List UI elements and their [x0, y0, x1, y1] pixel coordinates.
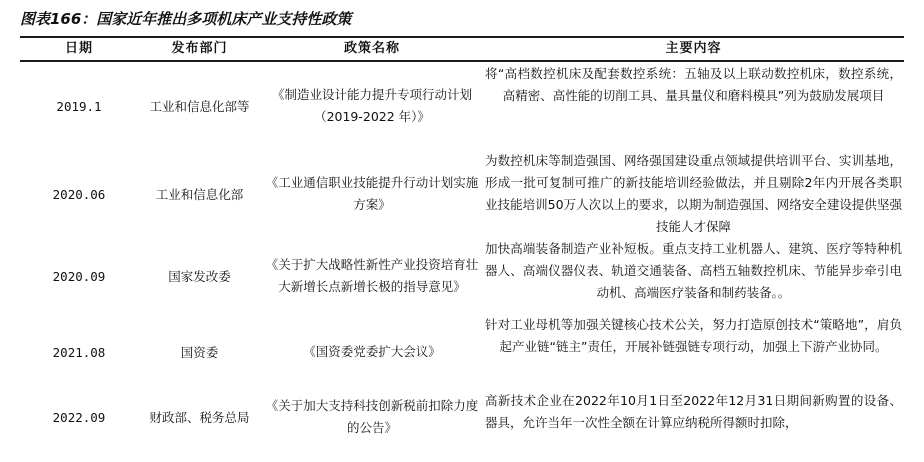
- table-row: [20, 314, 904, 390]
- cell-date: 2022.09: [52, 409, 106, 425]
- cell-content: 将“高档数控机床及配套数控系统：五轴及以上联动数控机床，数控系统，高精密、高性能的切削工具、量具量仪和磨料模具”列为鼓励发展项目: [485, 66, 902, 103]
- cell-dept: 国家发改委: [168, 269, 231, 284]
- cell-policy: 《制造业设计能力提升专项行动计划（2019-2022 年）》: [271, 87, 472, 124]
- cell-policy: 《工业通信职业技能提升行动计划实施方案》: [265, 175, 479, 212]
- table-row: [20, 238, 904, 314]
- header-dept: 发布部门: [171, 41, 228, 56]
- cell-content: 为数控机床等制造强国、网络强国建设重点领域提供培训平台、实训基地，形成一批可复制可推广的新技能培训经验做法，并且剔除2年内开展各类职业技能培训50万人次以上的要求，以期为制造强国、网络安全建设提供坚强技能人才保障: [485, 153, 902, 234]
- cell-date: 2019.1: [56, 98, 102, 114]
- table-row: [20, 62, 904, 150]
- cell-date: 2020.09: [52, 268, 106, 284]
- cell-content: 加快高端装备制造产业补短板。重点支持工业机器人、建筑、医疗等特种机器人、高端仪器仪表、轨道交通装备、高档五轴数控机床、节能异步牵引电动机、高端医疗装备和制药装备。。: [485, 241, 902, 300]
- cell-dept: 财政部、税务总局: [149, 410, 250, 425]
- cell-date: 2021.08: [52, 344, 106, 360]
- cell-content: 针对工业母机等加强关键核心技术公关，努力打造原创技术“策略地”，肩负起产业链“链主”责任，开展补链强链专项行动，加强上下游产业协同。: [485, 317, 902, 354]
- table-row: [20, 390, 904, 444]
- table-row: [20, 150, 904, 238]
- cell-policy: 《关于扩大战略性新性产业投资培育壮大新增长点新增长极的指导意见》: [265, 257, 479, 294]
- cell-policy: 《关于加大支持科技创新税前扣除力度的公告》: [265, 398, 479, 435]
- header-policy: 政策名称: [343, 41, 400, 56]
- cell-dept: 工业和信息化部等: [149, 99, 250, 114]
- figure-title: 图表166：国家近年推出多项机床产业支持性政策: [20, 10, 352, 28]
- cell-dept: 国资委: [180, 345, 219, 360]
- cell-date: 2020.06: [52, 186, 106, 202]
- header-date: 日期: [64, 41, 93, 56]
- table-header: [20, 36, 904, 62]
- cell-content: 高新技术企业在2022年10月1日至2022年12月31日期间新购置的设备、器具，允许当年一次性全额在计算应纳税所得额时扣除，: [485, 393, 902, 430]
- header-content: 主要内容: [665, 41, 722, 56]
- cell-policy: 《国资委党委扩大会议》: [303, 344, 441, 359]
- cell-dept: 工业和信息化部: [155, 187, 244, 202]
